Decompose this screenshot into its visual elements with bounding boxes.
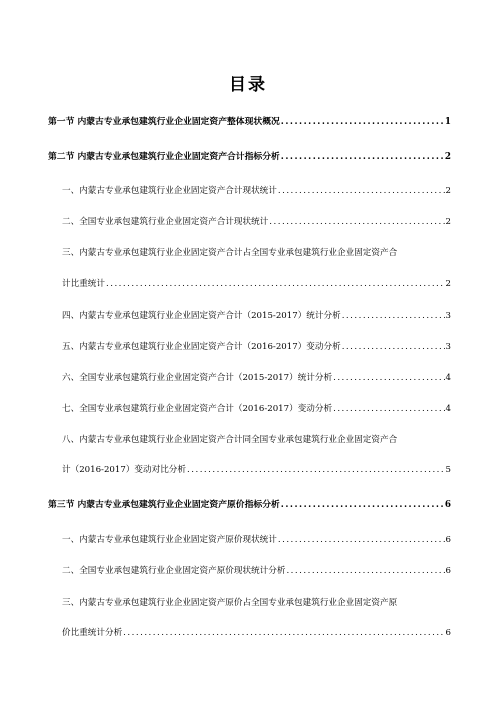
dot-leader (342, 341, 445, 353)
toc-page-number: 3 (445, 311, 451, 321)
toc-section-3[interactable] (48, 499, 451, 511)
toc-page-number: 6 (444, 500, 451, 510)
toc-page-number: 5 (445, 465, 451, 475)
dot-leader (342, 310, 445, 322)
toc-section-2[interactable] (48, 151, 451, 163)
toc-entry-text: 一、内蒙古专业承包建筑行业企业固定资产原价现状统计 (62, 535, 277, 545)
toc-entry-2-3[interactable] (62, 278, 451, 290)
toc-entry-2-3-line1[interactable]: 三、内蒙古专业承包建筑行业企业固定资产合计占全国专业承包建筑行业企业固定资产合 (62, 248, 398, 258)
toc-entry-text: 七、全国专业承包建筑行业企业固定资产合计（2016-2017）变动分析 (62, 404, 333, 414)
toc-entry-3-2[interactable] (62, 565, 451, 577)
toc-entry-text: 一、内蒙古专业承包建筑行业企业固定资产合计现状统计 (62, 186, 277, 196)
toc-title: 目录 (229, 75, 267, 95)
dot-leader (187, 464, 445, 476)
dot-leader (123, 627, 444, 639)
toc-page-number: 4 (445, 404, 451, 414)
dot-leader (281, 499, 444, 511)
toc-page-number: 2 (445, 217, 451, 227)
toc-entry-2-8-line1[interactable]: 八、内蒙古专业承包建筑行业企业固定资产合计同全国专业承包建筑行业企业固定资产合 (62, 435, 398, 445)
toc-entry-text: 第一节 内蒙古专业承包建筑行业企业固定资产整体现状概况 (48, 117, 280, 127)
toc-entry-2-5[interactable] (62, 341, 451, 353)
toc-entry-2-1[interactable] (62, 185, 451, 197)
dot-leader (278, 185, 445, 197)
toc-entry-text: 六、全国专业承包建筑行业企业固定资产合计（2015-2017）统计分析 (62, 373, 333, 383)
toc-entry-2-8[interactable] (62, 464, 451, 476)
dot-leader (333, 372, 444, 384)
dot-leader (269, 216, 444, 228)
toc-page-number: 2 (445, 279, 451, 289)
toc-entry-2-2[interactable] (62, 216, 451, 228)
dot-leader (281, 151, 444, 163)
toc-page-number: 3 (445, 342, 451, 352)
toc-page-number: 4 (445, 373, 451, 383)
toc-entry-text: 计比重统计 (62, 279, 105, 289)
toc-entry-3-3-line1[interactable]: 三、内蒙古专业承包建筑行业企业固定资产原价占全国专业承包建筑行业企业固定资产原 (62, 598, 398, 608)
toc-entry-text: 四、内蒙古专业承包建筑行业企业固定资产合计（2015-2017）统计分析 (62, 311, 341, 321)
toc-entry-text: 计（2016-2017）变动对比分析 (62, 465, 186, 475)
dot-leader (286, 565, 444, 577)
dot-leader (106, 278, 445, 290)
dot-leader (278, 534, 445, 546)
dot-leader (281, 116, 444, 128)
dot-leader (333, 403, 444, 415)
toc-entry-text: 价比重统计分析 (62, 628, 123, 638)
toc-page-number: 2 (445, 186, 451, 196)
toc-entry-2-6[interactable] (62, 372, 451, 384)
toc-page-number: 6 (445, 628, 451, 638)
toc-page-number: 1 (444, 117, 451, 127)
toc-page-number: 6 (445, 566, 451, 576)
toc-entry-2-4[interactable] (62, 310, 451, 322)
toc-page-number: 6 (445, 535, 451, 545)
toc-entry-text: 第三节 内蒙古专业承包建筑行业企业固定资产原价指标分析 (48, 500, 280, 510)
toc-entry-text: 二、全国专业承包建筑行业企业固定资产合计现状统计 (62, 217, 269, 227)
toc-entry-3-1[interactable] (62, 534, 451, 546)
toc-entry-text: 二、全国专业承包建筑行业企业固定资产原价现状统计分析 (62, 566, 286, 576)
toc-entry-2-7[interactable] (62, 403, 451, 415)
toc-page-number: 2 (444, 152, 451, 162)
toc-entry-text: 五、内蒙古专业承包建筑行业企业固定资产合计（2016-2017）变动分析 (62, 342, 341, 352)
toc-entry-text: 第二节 内蒙古专业承包建筑行业企业固定资产合计指标分析 (48, 152, 280, 162)
toc-section-1[interactable] (48, 116, 451, 128)
toc-entry-3-3[interactable] (62, 627, 451, 639)
